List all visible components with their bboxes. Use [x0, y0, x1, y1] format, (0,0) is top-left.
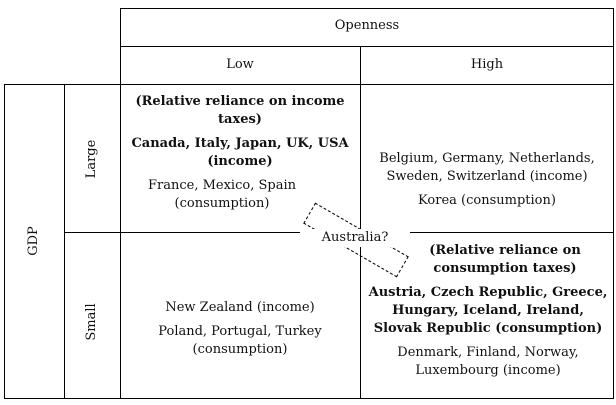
large-high-consumption-countries: Korea (consumption): [418, 193, 556, 208]
header-bottom: [4, 84, 614, 85]
australia-label: Australia?: [300, 229, 410, 247]
openness-header: Openness: [334, 18, 400, 33]
income-tax-reliance-heading: (Relative reliance on income taxes): [135, 94, 345, 127]
bottom-border: [4, 398, 614, 399]
small-low-income-countries: New Zealand (income): [165, 300, 315, 315]
left-border: [4, 84, 5, 399]
gdp-divider: [64, 84, 65, 399]
top-border: [120, 8, 614, 9]
large-high-cell: [364, 150, 610, 210]
large-low-cell: [124, 93, 356, 213]
large-low-consumption-countries: France, Mexico, Spain (consumption): [148, 178, 296, 211]
small-high-income-countries: Denmark, Finland, Norway, Luxembourg (income): [397, 345, 579, 378]
large-gdp-label: Large: [84, 139, 99, 179]
column-divider: [360, 46, 361, 399]
large-low-income-countries: Canada, Italy, Japan, UK, USA (income): [131, 136, 349, 169]
header-divider: [120, 46, 614, 47]
consumption-tax-reliance-heading: (Relative reliance on consumption taxes): [429, 243, 581, 276]
small-high-consumption-countries: Austria, Czech Republic, Greece, Hungary, Iceland, Ireland, Slovak Republic (consumption): [368, 285, 608, 336]
large-high-income-countries: Belgium, Germany, Netherlands, Sweden, Switzerland (income): [379, 151, 595, 184]
low-openness-header: Low: [226, 57, 254, 72]
gdp-label: GDP: [26, 226, 41, 256]
small-low-cell: [124, 299, 356, 359]
small-low-consumption-countries: Poland, Portugal, Turkey (consumption): [158, 324, 322, 357]
small-gdp-label: Small: [84, 303, 99, 341]
high-openness-header: High: [470, 57, 504, 72]
